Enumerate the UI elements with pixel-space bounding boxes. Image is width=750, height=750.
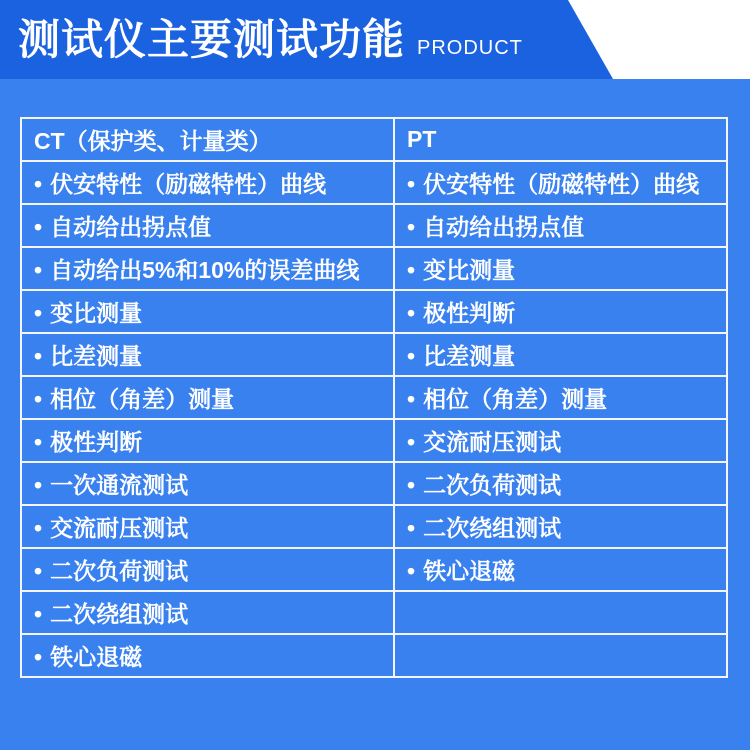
column-header-ct: CT（保护类、计量类） [21, 118, 394, 161]
feature-text: 二次绕组测试 [423, 515, 562, 541]
bullet-icon: • [407, 472, 416, 498]
table-row [21, 419, 727, 462]
bullet-icon: • [407, 343, 416, 369]
bullet-icon: • [34, 214, 43, 240]
bullet-icon: • [407, 214, 416, 240]
bullet-icon: • [34, 601, 43, 627]
feature-cell [394, 548, 727, 591]
bullet-icon: • [34, 300, 43, 326]
feature-text: 伏安特性（励磁特性）曲线 [50, 171, 327, 197]
feature-cell [394, 204, 727, 247]
bullet-icon: • [34, 257, 43, 283]
bullet-icon: • [407, 515, 416, 541]
table-row [21, 376, 727, 419]
bullet-icon: • [34, 343, 43, 369]
feature-text: 铁心退磁 [423, 558, 516, 584]
feature-cell [394, 376, 727, 419]
title-row [18, 0, 523, 79]
table-row [21, 333, 727, 376]
feature-cell [21, 333, 394, 376]
column-header-pt: PT [394, 118, 727, 161]
feature-cell [394, 333, 727, 376]
table-row [21, 290, 727, 333]
feature-text: 铁心退磁 [50, 644, 143, 670]
bullet-icon: • [34, 429, 43, 455]
feature-cell [21, 247, 394, 290]
table-row [21, 548, 727, 591]
table-row [21, 462, 727, 505]
feature-cell [21, 290, 394, 333]
feature-cell [394, 419, 727, 462]
feature-text: 二次绕组测试 [50, 601, 189, 627]
feature-cell [21, 376, 394, 419]
bullet-icon: • [34, 386, 43, 412]
table-row [21, 634, 727, 677]
feature-cell [394, 462, 727, 505]
feature-cell [394, 247, 727, 290]
feature-text: 自动给出拐点值 [423, 214, 585, 240]
table-row [21, 505, 727, 548]
bullet-icon: • [34, 472, 43, 498]
feature-text: 相位（角差）测量 [423, 386, 608, 412]
feature-text: 交流耐压测试 [50, 515, 189, 541]
bullet-icon: • [407, 300, 416, 326]
feature-cell [21, 462, 394, 505]
feature-text: 交流耐压测试 [423, 429, 562, 455]
table-row [21, 161, 727, 204]
feature-cell [21, 204, 394, 247]
bullet-icon: • [407, 429, 416, 455]
feature-text: 一次通流测试 [50, 472, 189, 498]
page-subtitle: PRODUCT [417, 37, 523, 59]
feature-cell [21, 634, 394, 677]
feature-text: 二次负荷测试 [50, 558, 189, 584]
feature-text: 自动给出5%和10%的误差曲线 [50, 257, 360, 283]
bullet-icon: • [407, 558, 416, 584]
feature-cell [21, 505, 394, 548]
feature-text: 变比测量 [50, 300, 143, 326]
feature-text: 极性判断 [423, 300, 516, 326]
bullet-icon: • [407, 171, 416, 197]
feature-cell [21, 548, 394, 591]
feature-text: 伏安特性（励磁特性）曲线 [423, 171, 700, 197]
feature-text: 自动给出拐点值 [50, 214, 212, 240]
bullet-icon: • [407, 257, 416, 283]
bullet-icon: • [34, 515, 43, 541]
feature-cell [394, 161, 727, 204]
bullet-icon: • [34, 171, 43, 197]
feature-cell [21, 161, 394, 204]
feature-cell-empty [394, 591, 727, 634]
feature-text: 比差测量 [423, 343, 516, 369]
feature-cell [21, 591, 394, 634]
page-title: 测试仪主要测试功能 [18, 16, 406, 63]
feature-text: 相位（角差）测量 [50, 386, 235, 412]
table-row [21, 247, 727, 290]
table-row [21, 591, 727, 634]
bullet-icon: • [407, 386, 416, 412]
table-header-row [21, 118, 727, 161]
feature-text: 二次负荷测试 [423, 472, 562, 498]
feature-text: 极性判断 [50, 429, 143, 455]
feature-text: 变比测量 [423, 257, 516, 283]
feature-cell-empty [394, 634, 727, 677]
bullet-icon: • [34, 644, 43, 670]
feature-cell [21, 419, 394, 462]
feature-text: 比差测量 [50, 343, 143, 369]
feature-cell [394, 505, 727, 548]
bullet-icon: • [34, 558, 43, 584]
table-row [21, 204, 727, 247]
features-table [20, 117, 728, 678]
header-banner [0, 0, 750, 79]
feature-cell [394, 290, 727, 333]
